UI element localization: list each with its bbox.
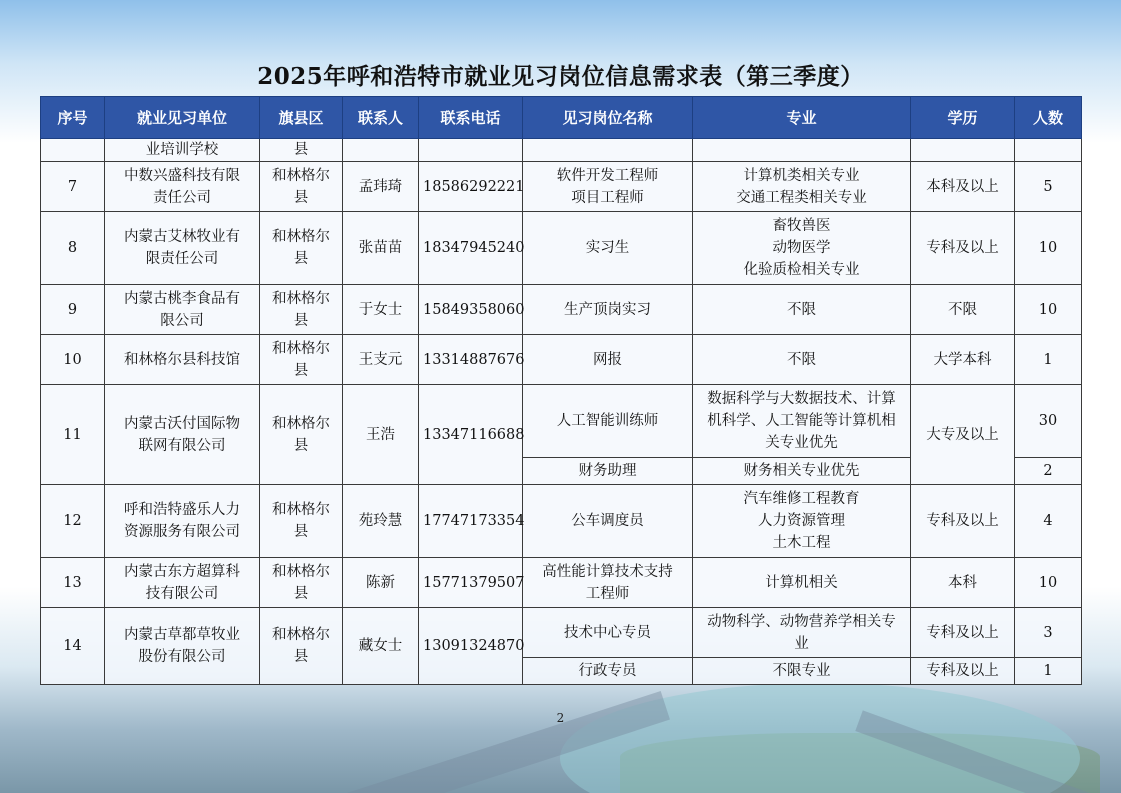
table-row	[41, 212, 1082, 285]
cell-phone: 17747173354	[419, 485, 523, 558]
cell-post: 财务助理	[523, 458, 693, 485]
header-contact: 联系人	[343, 97, 419, 139]
header-education: 学历	[911, 97, 1015, 139]
cell-unit: 内蒙古艾林牧业有 限责任公司	[105, 212, 260, 285]
cell-no	[41, 139, 105, 162]
cell-no: 8	[41, 212, 105, 285]
cell-district: 和林格尔 县	[260, 485, 343, 558]
cell-unit: 中数兴盛科技有限 责任公司	[105, 162, 260, 212]
cell-phone: 15849358060	[419, 285, 523, 335]
cell-district: 和林格尔 县	[260, 285, 343, 335]
cell-major: 不限	[693, 285, 911, 335]
table-row	[41, 558, 1082, 608]
table-row	[41, 285, 1082, 335]
cell-count: 2	[1015, 458, 1082, 485]
cell-phone: 18347945240	[419, 212, 523, 285]
cell-district: 和林格尔 县	[260, 608, 343, 685]
cell-major: 汽车维修工程教育 人力资源管理 土木工程	[693, 485, 911, 558]
cell-major: 计算机类相关专业 交通工程类相关专业	[693, 162, 911, 212]
cell-education: 本科	[911, 558, 1015, 608]
cell-no: 9	[41, 285, 105, 335]
cell-education: 大学本科	[911, 335, 1015, 385]
cell-phone	[419, 139, 523, 162]
header-unit: 就业见习单位	[105, 97, 260, 139]
cell-post: 人工智能训练师	[523, 385, 693, 458]
cell-count: 10	[1015, 558, 1082, 608]
cell-post: 网报	[523, 335, 693, 385]
cell-phone: 18586292221	[419, 162, 523, 212]
cell-unit: 内蒙古草都草牧业 股份有限公司	[105, 608, 260, 685]
header-post: 见习岗位名称	[523, 97, 693, 139]
table-row	[41, 485, 1082, 558]
cell-contact: 藏女士	[343, 608, 419, 685]
cell-phone: 13314887676	[419, 335, 523, 385]
cell-post	[523, 139, 693, 162]
cell-post: 生产顶岗实习	[523, 285, 693, 335]
cell-contact: 王支元	[343, 335, 419, 385]
cell-phone: 15771379507	[419, 558, 523, 608]
cell-unit: 业培训学校	[105, 139, 260, 162]
cell-district: 和林格尔 县	[260, 385, 343, 485]
cell-count: 10	[1015, 285, 1082, 335]
cell-no: 11	[41, 385, 105, 485]
cell-unit: 和林格尔县科技馆	[105, 335, 260, 385]
cell-major: 畜牧兽医 动物医学 化验质检相关专业	[693, 212, 911, 285]
cell-count: 4	[1015, 485, 1082, 558]
cell-no: 12	[41, 485, 105, 558]
cell-count: 10	[1015, 212, 1082, 285]
cell-education: 不限	[911, 285, 1015, 335]
cell-post: 公车调度员	[523, 485, 693, 558]
cell-major: 财务相关专业优先	[693, 458, 911, 485]
cell-post: 实习生	[523, 212, 693, 285]
cell-unit: 内蒙古桃李食品有 限公司	[105, 285, 260, 335]
cell-count: 1	[1015, 335, 1082, 385]
cell-count	[1015, 139, 1082, 162]
cell-phone: 13347116688	[419, 385, 523, 485]
cell-major: 不限	[693, 335, 911, 385]
cell-major: 不限专业	[693, 658, 911, 685]
cell-no: 13	[41, 558, 105, 608]
cell-contact: 苑玲慧	[343, 485, 419, 558]
table-row	[41, 162, 1082, 212]
page-number: 2	[556, 711, 565, 725]
cell-education: 专科及以上	[911, 212, 1015, 285]
cell-post: 行政专员	[523, 658, 693, 685]
cell-no: 14	[41, 608, 105, 685]
cell-major: 数据科学与大数据技术、计算 机科学、人工智能等计算机相 关专业优先	[693, 385, 911, 458]
table-row-continued	[41, 139, 1082, 162]
cell-post: 软件开发工程师 项目工程师	[523, 162, 693, 212]
cell-contact: 于女士	[343, 285, 419, 335]
internship-table	[40, 96, 1082, 685]
table-row	[41, 608, 1082, 658]
cell-education: 本科及以上	[911, 162, 1015, 212]
cell-education: 专科及以上	[911, 608, 1015, 658]
cell-no: 7	[41, 162, 105, 212]
cell-contact: 王浩	[343, 385, 419, 485]
cell-education: 专科及以上	[911, 658, 1015, 685]
cell-post: 技术中心专员	[523, 608, 693, 658]
header-no: 序号	[41, 97, 105, 139]
cell-phone: 13091324870	[419, 608, 523, 685]
cell-district: 和林格尔 县	[260, 335, 343, 385]
cell-education: 大专及以上	[911, 385, 1015, 485]
cell-unit: 内蒙古沃付国际物 联网有限公司	[105, 385, 260, 485]
cell-post: 高性能计算技术支持 工程师	[523, 558, 693, 608]
table-row	[41, 335, 1082, 385]
header-phone: 联系电话	[419, 97, 523, 139]
cell-district: 和林格尔 县	[260, 558, 343, 608]
header-count: 人数	[1015, 97, 1082, 139]
cell-contact: 孟玮琦	[343, 162, 419, 212]
table-row	[41, 385, 1082, 458]
cell-district: 和林格尔 县	[260, 162, 343, 212]
cell-major: 动物科学、动物营养学相关专 业	[693, 608, 911, 658]
cell-district: 和林格尔 县	[260, 212, 343, 285]
header-district: 旗县区	[260, 97, 343, 139]
cell-count: 3	[1015, 608, 1082, 658]
cell-education	[911, 139, 1015, 162]
cell-unit: 内蒙古东方超算科 技有限公司	[105, 558, 260, 608]
document-title: 2025年呼和浩特市就业见习岗位信息需求表（第三季度）	[257, 63, 864, 90]
cell-contact: 陈新	[343, 558, 419, 608]
table-header-row	[41, 97, 1082, 139]
cell-education: 专科及以上	[911, 485, 1015, 558]
cell-major: 计算机相关	[693, 558, 911, 608]
cell-count: 1	[1015, 658, 1082, 685]
cell-no: 10	[41, 335, 105, 385]
cell-count: 5	[1015, 162, 1082, 212]
cell-contact	[343, 139, 419, 162]
cell-count: 30	[1015, 385, 1082, 458]
cell-unit: 呼和浩特盛乐人力 资源服务有限公司	[105, 485, 260, 558]
cell-district: 县	[260, 139, 343, 162]
cell-contact: 张苗苗	[343, 212, 419, 285]
header-major: 专业	[693, 97, 911, 139]
cell-major	[693, 139, 911, 162]
